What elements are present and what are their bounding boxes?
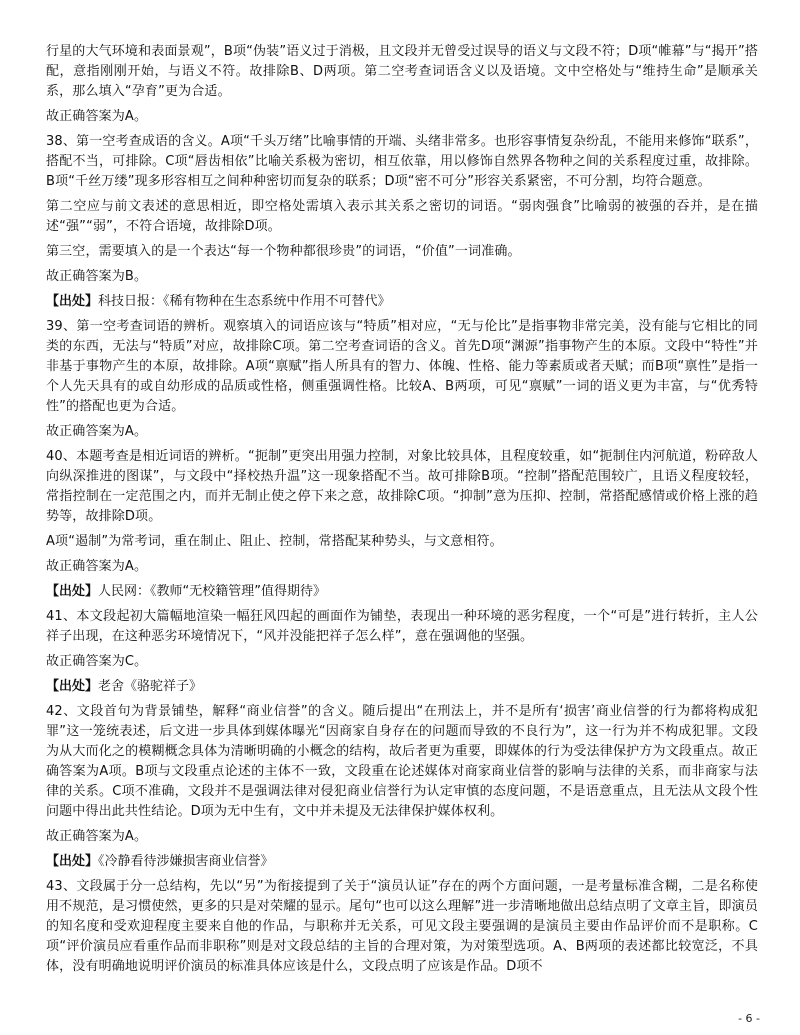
source-label: 【出处】 bbox=[46, 854, 99, 869]
paragraph: 行星的大气环境和表面景观”，B项“伪装”语义过于消极，且文段并无曾受过误导的语义与文段不符；D项“帷幕”与“揭开”搭配，意指刚刚开始，与语义不符。故排除B、D两项。第二空考查词语含义以及语境。文中空格处与“维持生命”是顺承关系，那么填入“孕育”更为合适。 bbox=[46, 44, 758, 99]
source-text: 《冷静看待涉嫌损害商业信誉》 bbox=[98, 854, 274, 869]
paragraph: A项“遏制”为常考词，重在制止、阻止、控制，常搭配某种势头，与文意相符。 bbox=[46, 534, 503, 549]
paragraph: 43、文段属于分一总结构，先以“另”为衔接提到了关于“演员认证”存在的两个方面问题，一是考量标准含糊，二是名称使用不规范，是习惯使然，更多的只是对荣耀的显示。尾句“也可以这么理解”进一步清晰地做出总结点明了文章主旨，即演员的知名度和受欢迎程度主要来自他的作品，与职称并无关系，可见文段主要强调的是演员主要由作品评价而不是职称。C项“评价演员应看重作品而非职称”则是对文段总结的主旨的合理对策，为对策型选项。A、B两项的表述都比较宽泛，不具体，没有明确地说明评价演员的标准具体应该是什么，文段点明了应该是作品。D项不 bbox=[46, 879, 758, 974]
source-citation bbox=[46, 582, 758, 602]
source-text: 老舍《骆驼祥子》 bbox=[98, 679, 203, 694]
paragraph: 故正确答案为A。 bbox=[46, 559, 148, 574]
paragraph: 42、文段首句为背景铺垫，解释“商业信誉”的含义。随后提出“在刑法上，并不是所有‘损害’商业信誉的行为都将构成犯罪”这一笼统表述，后文进一步具体到媒体曝光“因商家自身存在的问题而导致的不良行为”，这一行为并不构成犯罪。文段为从大而化之的模糊概念具体为清晰明确的小概念的结构，故后者更为重要，即媒体的行为受法律保护方为文段重点。故正确答案为A项。B项与文段重点论述的主体不一致，文段重在论述媒体对商家商业信誉的影响与法律的关系，而非商家与法律的关系。C项不准确，文段并不是强调法律对侵犯商业信誉行为认定审慎的态度问题，不是语意重点，且无法从文段个性问题中得出此共性结论。D项为无中生有，文中并未提及无法律保护媒体权利。 bbox=[46, 704, 758, 819]
paragraph: 第二空应与前文表述的意思相近，即空格处需填入表示其关系之密切的词语。“弱肉强食”比喻弱的被强的吞并，是在描述“强”“弱”，不符合语境，故排除D项。 bbox=[46, 199, 758, 234]
source-citation bbox=[46, 292, 758, 312]
page-number: - 6 - bbox=[738, 1012, 760, 1025]
source-text: 科技日报：《稀有物种在生态系统中作用不可替代》 bbox=[98, 294, 391, 309]
source-citation bbox=[46, 677, 758, 697]
paragraph: 41、本文段起初大篇幅地渲染一幅狂风四起的画面作为铺垫，表现出一种环境的恶劣程度，一个“可是”进行转折，主人公祥子出现，在这种恶劣环境情况下，“风并没能把祥子怎么样”，意在强调他的坚强。 bbox=[46, 609, 758, 644]
source-citation bbox=[46, 852, 758, 872]
paragraph: 故正确答案为A。 bbox=[46, 829, 148, 844]
source-label: 【出处】 bbox=[46, 679, 99, 694]
document-page bbox=[46, 42, 758, 982]
source-label: 【出处】 bbox=[46, 294, 99, 309]
paragraph: 故正确答案为A。 bbox=[46, 424, 148, 439]
paragraph: 第三空，需要填入的是一个表达“每一个物种都很珍贵”的词语，“价值”一词准确。 bbox=[46, 244, 521, 259]
paragraph: 39、第一空考查词语的辨析。观察填入的词语应该与“特质”相对应，“无与伦比”是指事物非常完美，没有能与它相比的同类的东西，无法与“特质”对应，故排除C项。第二空考查词语的含义。首先D项“渊源”指事物产生的本原。文段中“特性”并非基于事物产生的本原，故排除。A项“禀赋”指人所具有的智力、体魄、性格、能力等素质或者天赋；而B项“禀性”是指一个人先天具有的或自幼形成的品质或性格，侧重强调性格。比较A、B两项，可见“禀赋”一词的语义更为丰富，与“优秀特性”的搭配也更为合适。 bbox=[46, 319, 758, 414]
paragraph: 故正确答案为A。 bbox=[46, 109, 148, 124]
paragraph: 38、第一空考查成语的含义。A项“千头万绪”比喻事情的开端、头绪非常多。也形容事情复杂纷乱，不能用来修饰“联系”，搭配不当，可排除。C项“唇齿相依”比喻关系极为密切，相互依靠，用以修饰自然界各物种之间的关系程度过重，故排除。B项“千丝万缕”现多形容相互之间种种密切而复杂的联系；D项“密不可分”形容关系紧密，不可分割，均符合题意。 bbox=[46, 134, 758, 189]
source-label: 【出处】 bbox=[46, 584, 99, 599]
paragraph: 故正确答案为C。 bbox=[46, 654, 148, 669]
paragraph: 40、本题考查是相近词语的辨析。“扼制”更突出用强力控制，对象比较具体，且程度较重，如“扼制住内河航道，粉碎敌人向纵深推进的图谋”，与文段中“择校热升温”这一现象搭配不当。故可排除B项。“控制”搭配范围较广，且语义程度较轻，常指控制在一定范围之内，而并无制止使之停下来之意，故排除C项。“抑制”意为压抑、控制，常搭配感情或价格上涨的趋势等，故排除D项。 bbox=[46, 449, 758, 524]
paragraph: 故正确答案为B。 bbox=[46, 269, 148, 284]
source-text: 人民网：《教师“无校籍管理”值得期待》 bbox=[98, 584, 326, 599]
